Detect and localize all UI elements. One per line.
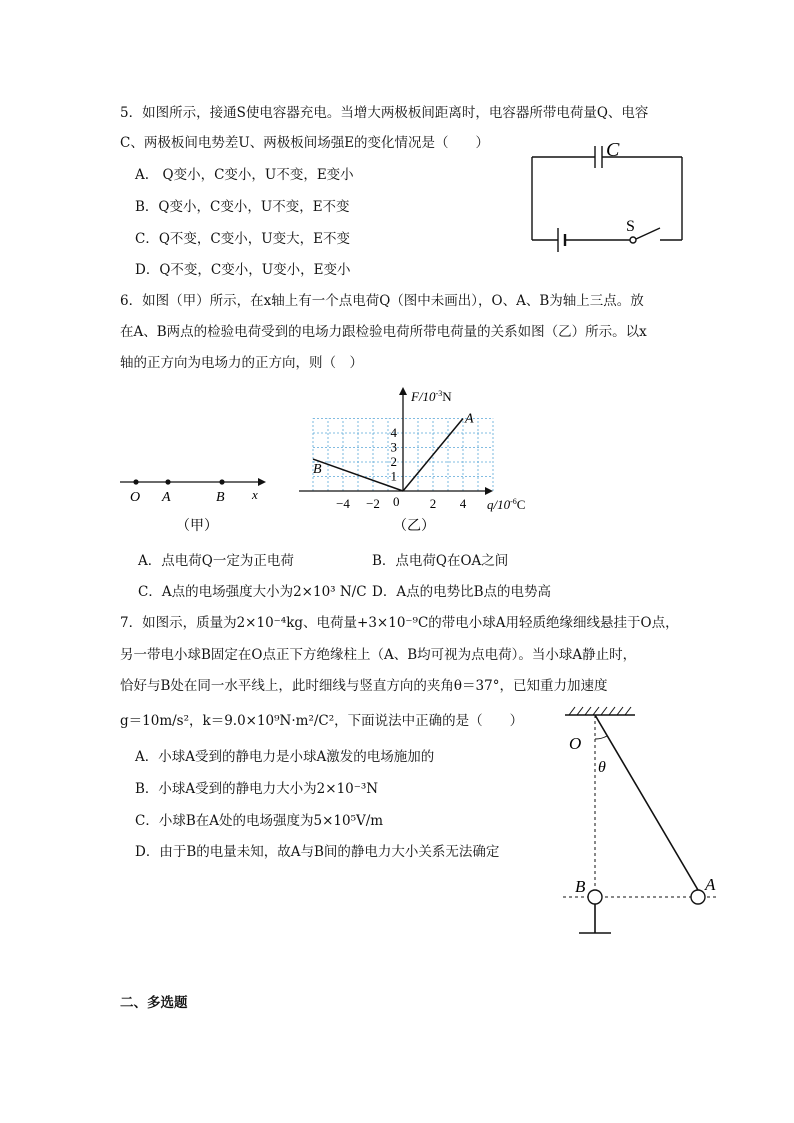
q6-option-a: A．点电荷Q一定为正电荷 (138, 553, 294, 569)
switch-label: S (626, 218, 635, 235)
x-axis-unit: C (516, 497, 526, 512)
x-tick-label: −4 (336, 496, 350, 511)
q6-stem-line1: 6．如图（甲）所示，在x轴上有一个点电荷Q（图中未画出），O、A、B为轴上三点。放 (120, 293, 644, 309)
series-label-b: B (313, 462, 322, 478)
q5-stem-line2: C、两极板间电势差U、两极板间场强E的变化情况是（ ） (120, 135, 490, 151)
fig-jia-label-b: B (216, 490, 225, 505)
svg-text:q/10-6C (487, 497, 525, 512)
q7-stem-line1: 7．如图示，质量为2×10⁻⁴kg、电荷量+3×10⁻⁹C的带电小球A用轻质绝缘细线悬挂于O点， (120, 615, 679, 631)
q6-option-c: C．A点的电场强度大小为2×10³ N/C (138, 584, 367, 600)
x-axis-label: q/10 (487, 497, 511, 512)
q6-option-b: B．点电荷Q在OA之间 (372, 553, 509, 569)
y-axis-label: F/10 (411, 389, 436, 404)
x-tick-label: −2 (366, 496, 380, 511)
q5-option-d: D．Q不变，C变小，U变小，E变小 (135, 262, 351, 278)
q7-pendulum-diagram (555, 705, 725, 945)
x-tick-label: 2 (429, 496, 437, 511)
q6-option-d: D．A点的电势比B点的电势高 (372, 584, 551, 600)
fig-jia-caption: （甲） (176, 519, 218, 534)
fig-jia-label-x: x (252, 487, 258, 502)
y-axis-exp: -3 (435, 389, 443, 398)
q7-stem-line4: g＝10m/s²，k＝9.0×10⁹N·m²/C²，下面说法中正确的是（ ） (120, 713, 524, 729)
y-tick-label: 1 (390, 468, 397, 484)
fig-jia-label-a: A (162, 490, 171, 505)
fig-yi-caption: （乙） (393, 519, 435, 534)
q6-fig-yi-chart (295, 385, 545, 540)
q7-stem-line2: 另一带电小球B固定在O点正下方绝缘柱上（A、B均可视为点电荷）。当小球A静止时， (120, 647, 637, 663)
label-theta: θ (598, 759, 606, 776)
q6-stem-line3: 轴的正方向为电场力的正方向，则（ ） (120, 355, 363, 371)
q7-option-c: C．小球B在A处的电场强度为5×10⁵V/m (135, 813, 384, 829)
x-axis-exp: -6 (510, 497, 517, 506)
q5-stem-line1: 5．如图所示，接通S使电容器充电。当增大两极板间距离时，电容器所带电荷量Q、电容 (120, 105, 649, 121)
y-tick-label: 2 (390, 454, 397, 469)
q5-circuit-diagram (520, 130, 700, 260)
section-heading-multi-choice: 二、多选题 (120, 995, 188, 1011)
x-tick-label: 4 (459, 496, 467, 511)
q6-stem-line2: 在A、B两点的检验电荷受到的电场力跟检验电荷所带电荷量的关系如图（乙）所示。以x (120, 324, 647, 340)
q7-option-b: B．小球A受到的静电力大小为2×10⁻³N (135, 781, 379, 797)
series-label-a: A (465, 411, 474, 427)
q7-option-a: A．小球A受到的静电力是小球A激发的电场施加的 (135, 749, 435, 765)
y-tick-label: 4 (390, 425, 397, 440)
q5-option-a: A. Q变小，C变小，U不变，E变小 (135, 167, 354, 183)
q5-option-c: C．Q不变，C变小，U变大，E不变 (135, 231, 350, 247)
label-o: O (569, 734, 582, 753)
y-tick-label: 3 (390, 439, 397, 455)
y-axis-unit: N (442, 389, 452, 404)
capacitor-label: C (606, 139, 620, 161)
svg-text:F/10-3N (410, 389, 452, 404)
q5-option-b: B．Q变小，C变小，U不变，E不变 (135, 199, 350, 215)
fig-jia-label-o: O (130, 490, 141, 505)
q7-stem-line3: 恰好与B处在同一水平线上，此时细线与竖直方向的夹角θ＝37°，已知重力加速度 (120, 678, 608, 694)
origin-label: 0 (393, 494, 400, 509)
label-a: A (705, 875, 716, 894)
label-b: B (575, 877, 586, 896)
q7-option-d: D．由于B的电量未知，故A与B间的静电力大小关系无法确定 (135, 844, 500, 860)
q6-fig-jia (118, 470, 278, 540)
